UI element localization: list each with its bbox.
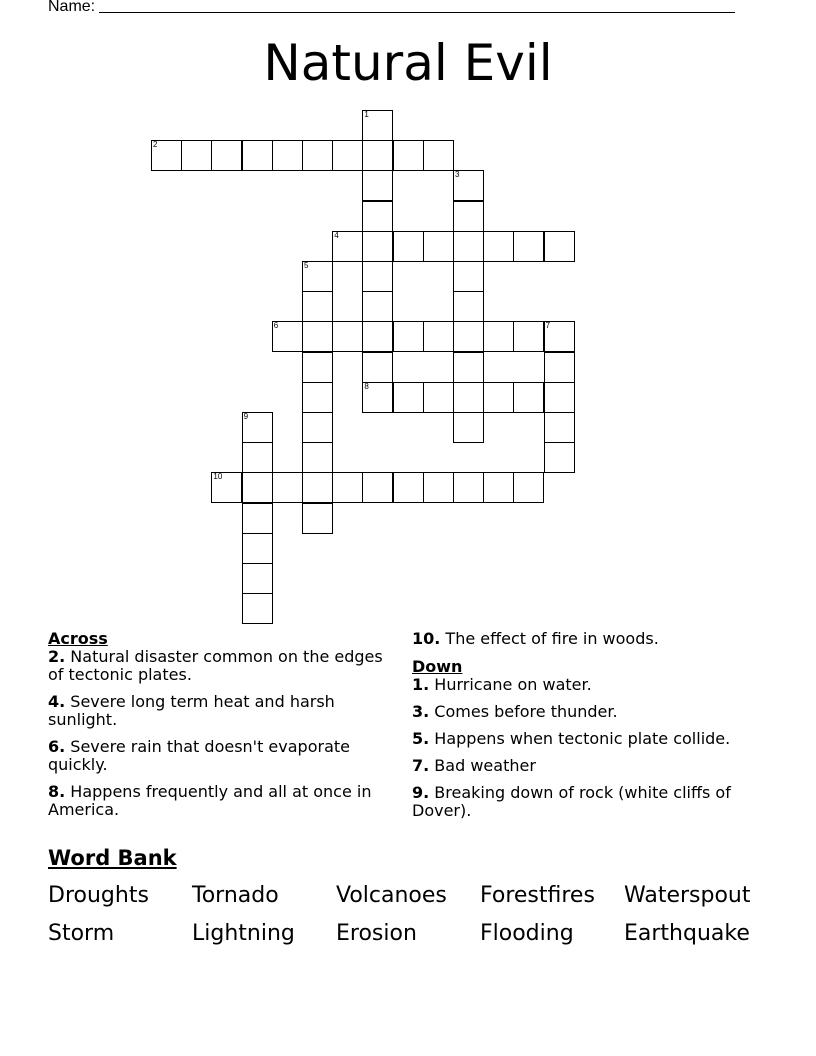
word-bank-item: Storm: [48, 921, 115, 946]
crossword-cell[interactable]: [544, 352, 575, 383]
crossword-cell[interactable]: [393, 382, 424, 413]
crossword-cell[interactable]: [302, 352, 333, 383]
clue-number: 10: [213, 472, 223, 482]
crossword-cell[interactable]: [362, 382, 393, 413]
clue-down-9: 9. Breaking down of rock (white cliffs of Dover).: [412, 783, 731, 820]
clue-number: 2: [153, 140, 158, 150]
crossword-cell[interactable]: [393, 140, 424, 171]
crossword-cell[interactable]: [393, 231, 424, 262]
crossword-cell[interactable]: [302, 412, 333, 443]
clues-left-column: [48, 630, 383, 819]
crossword-cell[interactable]: [393, 472, 424, 503]
crossword-cell[interactable]: [242, 593, 273, 624]
word-bank-item: Flooding: [480, 921, 574, 946]
crossword-cell[interactable]: [544, 382, 575, 413]
crossword-cell[interactable]: [272, 321, 303, 352]
crossword-cell[interactable]: [453, 291, 484, 322]
crossword-cell[interactable]: [362, 140, 393, 171]
crossword-cell[interactable]: [362, 261, 393, 292]
clue-number: 3: [455, 170, 460, 180]
crossword-cell[interactable]: [453, 352, 484, 383]
clue-across-2: 2. Natural disaster common on the edges of tectonic plates.: [48, 647, 383, 684]
crossword-cell[interactable]: [423, 321, 454, 352]
crossword-cell[interactable]: [211, 140, 242, 171]
crossword-cell[interactable]: [453, 201, 484, 232]
clue-down-1: 1. Hurricane on water.: [412, 675, 592, 694]
crossword-cell[interactable]: [332, 472, 363, 503]
word-bank-item: Earthquake: [624, 921, 750, 946]
clue-down-7: 7. Bad weather: [412, 756, 536, 775]
crossword-cell[interactable]: [483, 472, 514, 503]
word-bank-title: Word Bank: [48, 846, 177, 870]
crossword-cell[interactable]: [272, 472, 303, 503]
crossword-cell[interactable]: [393, 321, 424, 352]
clue-across-8: 8. Happens frequently and all at once in America.: [48, 782, 372, 819]
crossword-cell[interactable]: [453, 382, 484, 413]
down-heading: Down: [412, 657, 463, 676]
crossword-cell[interactable]: [544, 412, 575, 443]
crossword-cell[interactable]: [151, 140, 182, 171]
word-bank-item: Tornado: [192, 883, 279, 908]
crossword-cell[interactable]: [544, 321, 575, 352]
crossword-cell[interactable]: [181, 140, 212, 171]
crossword-cell[interactable]: [302, 321, 333, 352]
word-bank-item: Volcanoes: [336, 883, 447, 908]
word-bank-item: Forestfires: [480, 883, 595, 908]
crossword-cell[interactable]: [362, 231, 393, 262]
crossword-cell[interactable]: [362, 352, 393, 383]
clue-number: 5: [304, 261, 309, 270]
clue-across-4: 4. Severe long term heat and harsh sunlight.: [48, 692, 335, 729]
crossword-cell[interactable]: [332, 140, 363, 171]
clue-number: 7: [545, 321, 551, 331]
crossword-cell[interactable]: [302, 261, 333, 292]
crossword-cell[interactable]: [453, 321, 484, 352]
crossword-cell[interactable]: [362, 201, 393, 232]
crossword-cell[interactable]: [423, 231, 454, 262]
crossword-cell[interactable]: [242, 442, 273, 473]
crossword-cell[interactable]: [513, 382, 544, 413]
crossword-cell[interactable]: [513, 472, 544, 503]
crossword-cell[interactable]: [513, 321, 544, 352]
crossword-cell[interactable]: [302, 291, 333, 322]
name-label: Name:: [48, 0, 96, 15]
crossword-cell[interactable]: [362, 170, 393, 201]
clue-number: 1: [364, 110, 369, 119]
clue-down-5: 5. Happens when tectonic plate collide.: [412, 729, 731, 748]
across-heading: Across: [48, 629, 108, 648]
clues-right-column: [412, 630, 772, 820]
clue-number: 9: [243, 412, 249, 421]
crossword-cell[interactable]: [242, 533, 273, 564]
word-bank-item: Erosion: [336, 921, 417, 946]
word-bank-item: Waterspout: [624, 883, 751, 908]
crossword-cell[interactable]: [362, 472, 393, 503]
crossword-cell[interactable]: [453, 412, 484, 443]
clue-across-10: 10. The effect of fire in woods.: [412, 629, 659, 648]
crossword-cell[interactable]: [332, 231, 363, 262]
crossword-cell[interactable]: [423, 472, 454, 503]
crossword-cell[interactable]: [302, 442, 333, 473]
crossword-cell[interactable]: [242, 140, 273, 171]
clue-down-3: 3. Comes before thunder.: [412, 702, 618, 721]
crossword-cell[interactable]: [242, 503, 273, 534]
crossword-cell[interactable]: [483, 231, 514, 262]
word-bank-item: Droughts: [48, 883, 149, 908]
clue-across-6: 6. Severe rain that doesn't evaporate quickly.: [48, 737, 350, 774]
clue-number: 4: [334, 230, 339, 240]
crossword-cell[interactable]: [332, 321, 363, 352]
crossword-cell[interactable]: [211, 472, 242, 503]
crossword-cell[interactable]: [362, 291, 393, 322]
clue-number: 6: [273, 321, 279, 331]
clue-number: 8: [364, 381, 369, 391]
crossword-cell[interactable]: [453, 261, 484, 292]
crossword-cell[interactable]: [453, 472, 484, 503]
crossword-cell[interactable]: [423, 382, 454, 413]
crossword-cell[interactable]: [483, 382, 514, 413]
crossword-cell[interactable]: [242, 563, 273, 594]
word-bank-item: Lightning: [192, 921, 295, 946]
crossword-cell[interactable]: [302, 382, 333, 413]
crossword-cell[interactable]: [544, 442, 575, 473]
crossword-cell[interactable]: [544, 231, 575, 262]
crossword-cell[interactable]: [302, 140, 333, 171]
crossword-cell[interactable]: [302, 503, 333, 534]
crossword-cell[interactable]: [423, 140, 454, 171]
crossword-cell[interactable]: [513, 231, 544, 262]
crossword-cell[interactable]: [362, 321, 393, 352]
crossword-cell[interactable]: [242, 472, 273, 503]
crossword-cell[interactable]: [302, 472, 333, 503]
crossword-cell[interactable]: [362, 110, 393, 141]
crossword-cell[interactable]: [242, 412, 273, 443]
crossword-cell[interactable]: [453, 231, 484, 262]
crossword-cell[interactable]: [483, 321, 514, 352]
crossword-cell[interactable]: [272, 140, 303, 171]
page-title: Natural Evil: [263, 34, 553, 92]
crossword-cell[interactable]: [453, 170, 484, 201]
